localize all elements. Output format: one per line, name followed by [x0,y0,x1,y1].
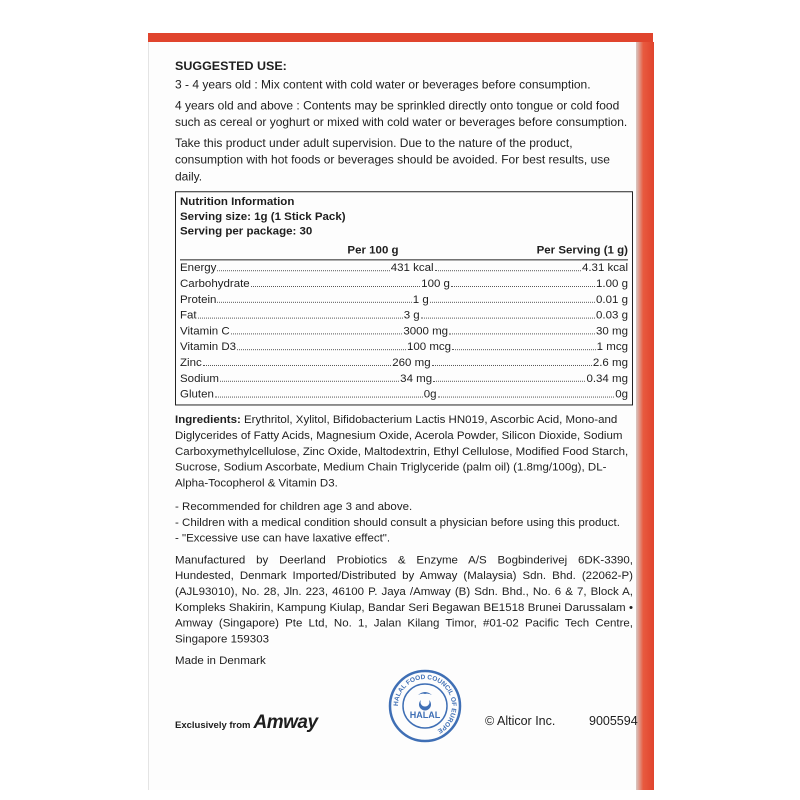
dot-leader [430,302,595,303]
nutrition-row [180,308,628,324]
nutrition-table [175,191,633,405]
dot-leader [231,333,403,334]
value-per-serving: 0.03 g [596,309,628,322]
nutrition-row [180,276,628,292]
made-in: Made in Denmark [175,655,266,668]
dot-leader [217,270,389,271]
value-per-100g: 1 g [412,293,429,306]
dot-leader [203,365,392,366]
value-per-100g: 431 kcal [390,262,434,275]
nutrient-name: Carbohydrate [180,278,250,290]
serving-size: Serving size: 1g (1 Stick Pack) [180,211,346,223]
dot-leader [432,365,592,366]
halal-seal-icon [388,669,462,743]
value-per-serving: 1 mcg [596,341,628,354]
dot-leader [198,318,403,319]
notes-list [175,499,633,546]
nutrition-title: Nutrition Information [180,196,295,209]
value-per-100g: 100 mcg [406,341,452,354]
note-item: - "Excessive use can have laxative effect". [175,532,391,545]
dot-leader [433,381,585,382]
nutrient-name: Zinc [180,357,202,369]
nutrient-name: Sodium [180,372,219,385]
value-per-serving: 4.31 kcal [581,262,628,275]
suggested-use-line-2: 4 years old and above : Contents may be sprinkled directly onto tongue or cold food such as cereal or yoghurt or mixed with cold water or beverages before consumption. [175,98,628,130]
value-per-100g: 3 g [403,309,420,322]
nutrient-name: Vitamin D3 [180,341,237,354]
servings-per-package: Serving per package: 30 [180,225,313,238]
dot-leader [215,397,423,398]
ingredients-text: Erythritol, Xylitol, Bifidobacterium Lactis HN019, Ascorbic Acid, Mono-and Diglycerides of Fatty Acids, Magnesium Oxide, Acerola Powder, Silicon Dioxide, Sodium Carboxymethylcellulose, Zinc Oxide, Maltodextrin, Ethyl Cellulose, Modified Food Starch, Sucrose, Sodium Ascorbate, Medium Chain Triglyceride (palm oil) (1.8mg/100g), DL-Alpha-Tocopherol & Vitamin D3. [175,414,629,490]
dot-leader [217,302,411,303]
value-per-100g: 260 mg [392,357,431,369]
value-per-serving: 0g [615,388,628,401]
value-per-100g: 0g [423,388,437,401]
value-per-100g: 3000 mg [403,325,449,338]
nutrition-rows [180,260,628,402]
dot-leader [421,318,595,319]
nutrient-name: Vitamin C [180,325,230,338]
dot-leader [435,270,581,271]
manufacturer-info: Manufactured by Deerland Probiotics & Enzyme A/S Bogbinderivej 6DK-3390, Hundested, Denmark Imported/Distributed by Amway (Malaysia) Sdn. Bhd. (22062-P) (AJL93010), No. 28, Jln. 223, 46100 P. Jaya /Amway (B) Sdn. Bhd., No. 6 & 7, Block A, Kompleks Shakirin, Kampung Kiulap, Bandar Seri Begawan BE1518 Brunei Darussalam • Amway (Singapore) Pte Ltd, No. 1, Jalan Kilang Timor, #01-02 Pacific Tech Centre, Singapore 159303 [175,554,633,646]
nutrition-row [180,387,628,403]
ingredients-label: Ingredients: [175,414,241,427]
note-item: - Recommended for children age 3 and above. [175,501,413,514]
amway-logo: Amway [253,712,318,733]
nutrition-row [180,339,628,355]
package-side-edge [636,42,654,790]
nutrient-name: Fat [180,309,197,322]
value-per-100g: 34 mg [400,372,433,385]
copyright: © Alticor Inc. [485,714,556,728]
note-item: - Children with a medical condition should consult a physician before using this product. [175,517,620,529]
seal-ring-text: HALAL FOOD COUNCIL OF EUROPE [392,673,458,735]
nutrition-row [180,324,628,340]
suggested-use-line-1: 3 - 4 years old : Mix content with cold water or beverages before consumption. [175,77,591,92]
product-code: 9005594 [589,714,638,728]
dot-leader [220,381,399,382]
label-footer [175,672,638,735]
nutrient-name: Energy [180,262,217,275]
dot-leader [237,349,406,350]
value-per-serving: 0.01 g [596,293,628,306]
suggested-use-line-3: Take this product under adult supervision. Due to the nature of the product, consumption with hot foods or beverages should be avoided. For best results, use daily. [175,135,610,184]
dot-leader [438,397,615,398]
value-per-serving: 0.34 mg [586,372,628,385]
ingredients [175,412,633,491]
dot-leader [451,286,595,287]
nutrition-row [180,355,628,371]
value-per-100g: 100 g [421,278,450,290]
nutrition-row [180,260,628,276]
col-per-100g: Per 100 g [347,244,399,257]
nutrient-name: Gluten [180,388,214,401]
value-per-serving: 30 mg [596,325,628,338]
package-panel [148,42,654,790]
value-per-serving: 1.00 g [596,278,628,290]
exclusive-text: Exclusively from [175,720,251,731]
exclusive-line [175,712,318,734]
dot-leader [449,333,595,334]
value-per-serving: 2.6 mg [592,357,628,369]
dot-leader [251,286,420,287]
suggested-use-heading: SUGGESTED USE: [175,58,287,73]
col-per-serving: Per Serving (1 g) [536,244,628,257]
dot-leader [452,349,596,350]
label-content [175,58,633,670]
nutrition-row [180,292,628,308]
nutrition-column-headers [180,244,628,259]
nutrition-row [180,371,628,387]
nutrient-name: Protein [180,293,217,306]
seal-text: HALAL [409,710,441,720]
